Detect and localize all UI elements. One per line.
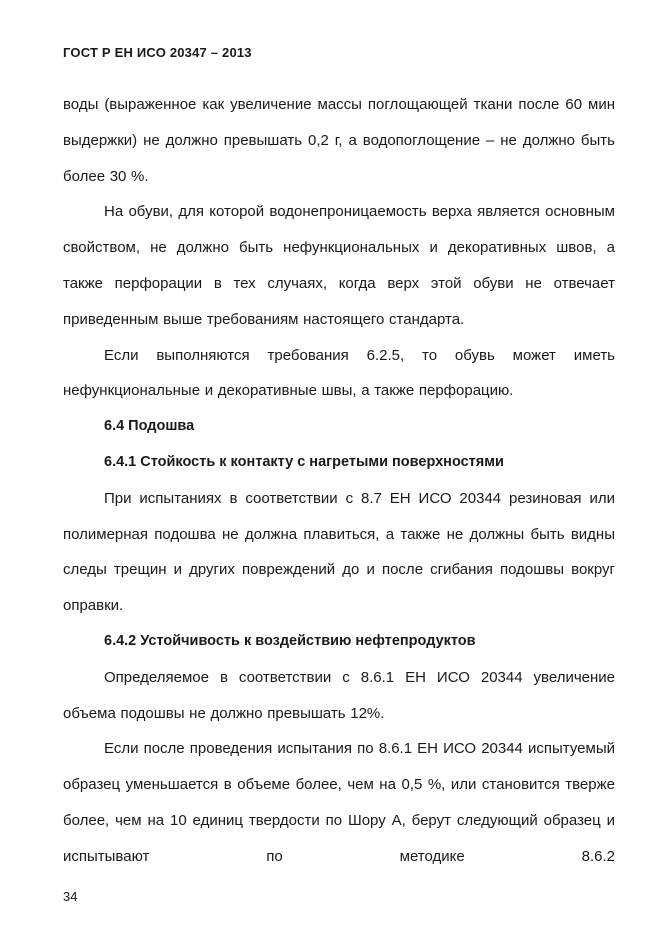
document-body	[63, 87, 615, 875]
paragraph-requirements-625: Если выполняются требования 6.2.5, то обувь может иметь нефункциональные и декоративные швы, а также перфорацию.	[63, 346, 615, 400]
standard-header: ГОСТ Р ЕН ИСО 20347 – 2013	[63, 45, 252, 60]
paragraph-hot-contact-test: При испытаниях в соответствии с 8.7 ЕН ИСО 20344 резиновая или полимерная подошва не должна плавиться, а также не должны быть видны следы трещин и других повреждений до и после сгибания подошвы вокруг оправки.	[63, 489, 615, 615]
paragraph-water-absorption: воды (выраженное как увеличение массы поглощающей ткани после 60 мин выдержки) не должно превышать 0,2 г, а водопоглощение – не должно быть более 30 %.	[63, 96, 615, 185]
paragraph-waterproof-upper: На обуви, для которой водонепроницаемость верха является основным свойством, не должно быть нефункциональных и декоративных швов, а также перфорации в тех случаях, когда верх этой обуви не отвечает приведенным выше требованиям настоящего стандарта.	[63, 203, 615, 328]
subsection-heading-hot-contact: 6.4.1 Стойкость к контакту с нагретыми поверхностями	[104, 453, 504, 470]
paragraph-volume-increase: Определяемое в соответствии с 8.6.1 ЕН ИСО 20344 увеличение объема подошвы не должно превышать 12%.	[63, 668, 615, 722]
page-number: 34	[63, 889, 78, 904]
section-heading-sole: 6.4 Подошва	[104, 418, 195, 435]
subsection-heading-fuel-oil: 6.4.2 Устойчивость к воздействию нефтепродуктов	[104, 632, 476, 649]
paragraph-test-procedure: Если после проведения испытания по 8.6.1 ЕН ИСО 20344 испытуемый образец уменьшается в объеме более, чем на 0,5 %, или становится тверже более, чем на 10 единиц твердости по Шору А, берут следующий образец и испытывают по методике 8.6.2	[63, 740, 615, 865]
